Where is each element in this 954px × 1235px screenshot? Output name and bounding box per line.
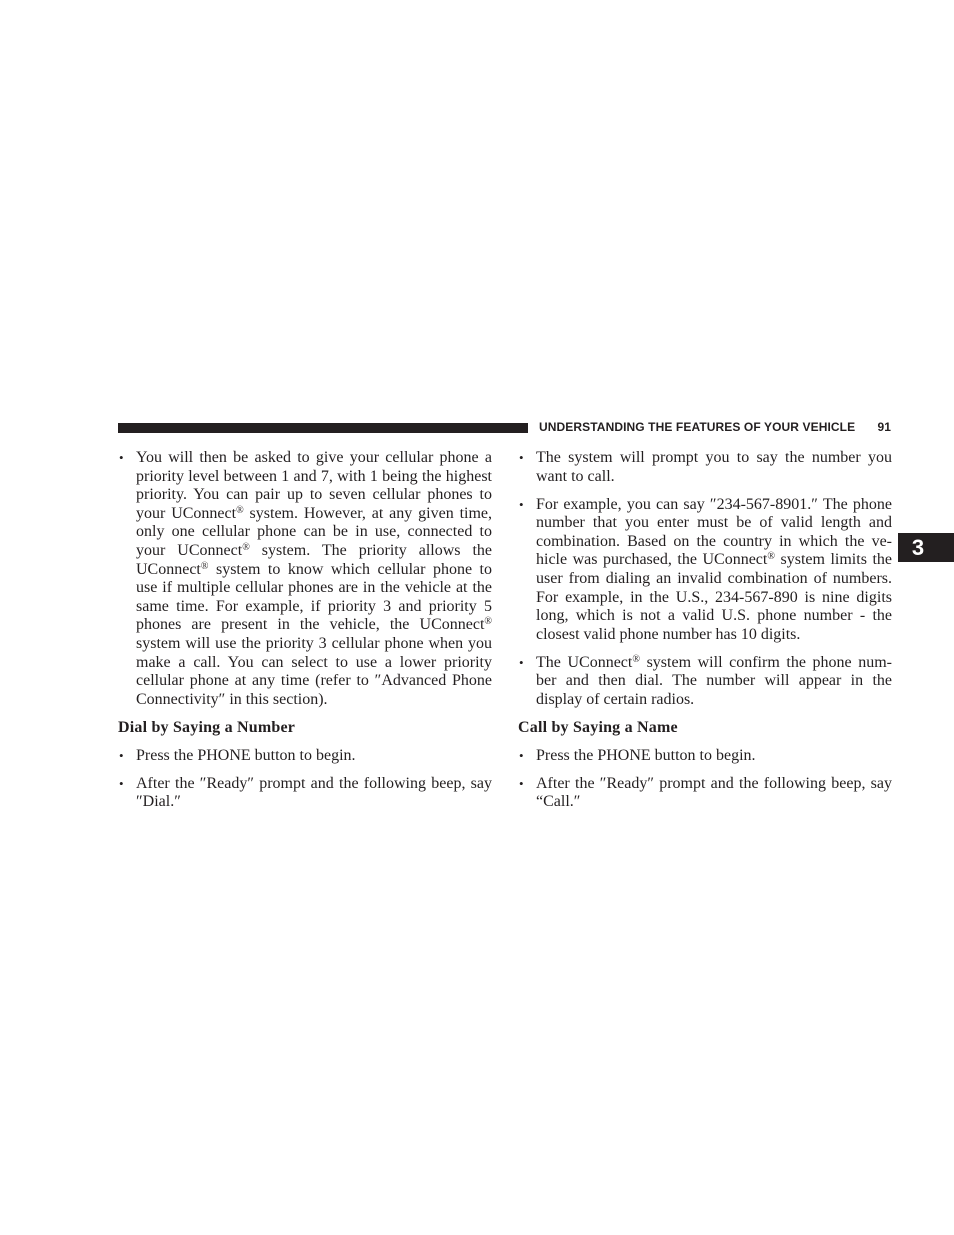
bullet-icon: • — [519, 654, 524, 670]
bullet-icon: • — [119, 450, 124, 465]
page-number: 91 — [877, 420, 891, 434]
section-heading: Call by Saying a Name — [518, 718, 678, 736]
chapter-number: 3 — [911, 535, 925, 560]
text-run: system will use the priority 3 cellular phone when you make a call. You can select to use a lower priority cellular phone at any time (refer to ″Advanced Phone Connectivity″ in this section). — [136, 634, 492, 708]
bullet-icon: • — [119, 775, 124, 791]
bullet-icon: • — [519, 747, 524, 763]
registered-mark: ® — [767, 551, 775, 563]
list-item — [518, 449, 892, 486]
bullet-icon: • — [519, 450, 524, 465]
list-item — [518, 775, 892, 812]
text-run: You will then be asked to give your cellular phone a priority level between 1 and 7, with 1 being the highest priority. You can pair up to seven cellular phones to your UConnect — [136, 449, 492, 522]
chapter-tab — [898, 533, 954, 562]
text-run: After the ″Ready″ prompt and the following beep, say “Call.″ — [536, 774, 892, 811]
list-item — [118, 747, 492, 766]
text-run: system limits the user from dialing an invalid combination of numbers. For example, in the U.S., 234-567-890 is nine digits long, which is not a valid U.S. phone number - the closest valid phone number has 10 digits. — [536, 551, 892, 643]
list-item — [518, 496, 892, 645]
left-column — [118, 449, 492, 821]
registered-mark: ® — [236, 504, 244, 516]
text-run: The system will prompt you to say the number you want to call. — [536, 449, 892, 485]
text-run: Press the PHONE button to begin. — [536, 746, 756, 764]
registered-mark: ® — [484, 616, 492, 628]
list-item — [118, 775, 492, 812]
bullet-icon: • — [519, 496, 524, 512]
registered-mark: ® — [632, 653, 640, 665]
bullet-icon: • — [119, 747, 124, 763]
text-run: system will confirm the phone num-ber and then dial. The number will appear in the display of certain radios. — [536, 653, 893, 708]
text-run: Press the PHONE button to begin. — [136, 746, 356, 764]
text-run: For example, you can say ″234-567-8901.″ The phone number that you enter must be of valid length and combination. Based on the country in which the ve-hicle was purchased, the UConnect — [536, 495, 892, 569]
section-title: UNDERSTANDING THE FEATURES OF YOUR VEHICLE — [539, 420, 856, 434]
text-run: After the ″Ready″ prompt and the following beep, say ″Dial.″ — [136, 774, 492, 811]
running-header — [539, 420, 891, 435]
header-rule — [118, 423, 528, 433]
bullet-icon: • — [519, 775, 524, 791]
list-item — [518, 654, 892, 710]
text-run: system to know which cellular phone to use if multiple cellular phones are in the vehicle at the same time. For example, if priority 3 and priority 5 phones are present in the vehicle, the UConnect — [136, 560, 492, 634]
text-run: system. However, at any given time, only one cellular phone can be in use, connected to your UConnect — [136, 504, 493, 559]
right-column — [518, 449, 892, 821]
text-run: system. The priority allows the UConnect — [136, 541, 493, 578]
registered-mark: ® — [200, 560, 209, 572]
registered-mark: ® — [242, 541, 250, 553]
list-item — [518, 747, 892, 766]
section-heading: Dial by Saying a Number — [118, 718, 296, 736]
list-item — [118, 449, 492, 709]
text-run: The UConnect — [536, 653, 633, 671]
